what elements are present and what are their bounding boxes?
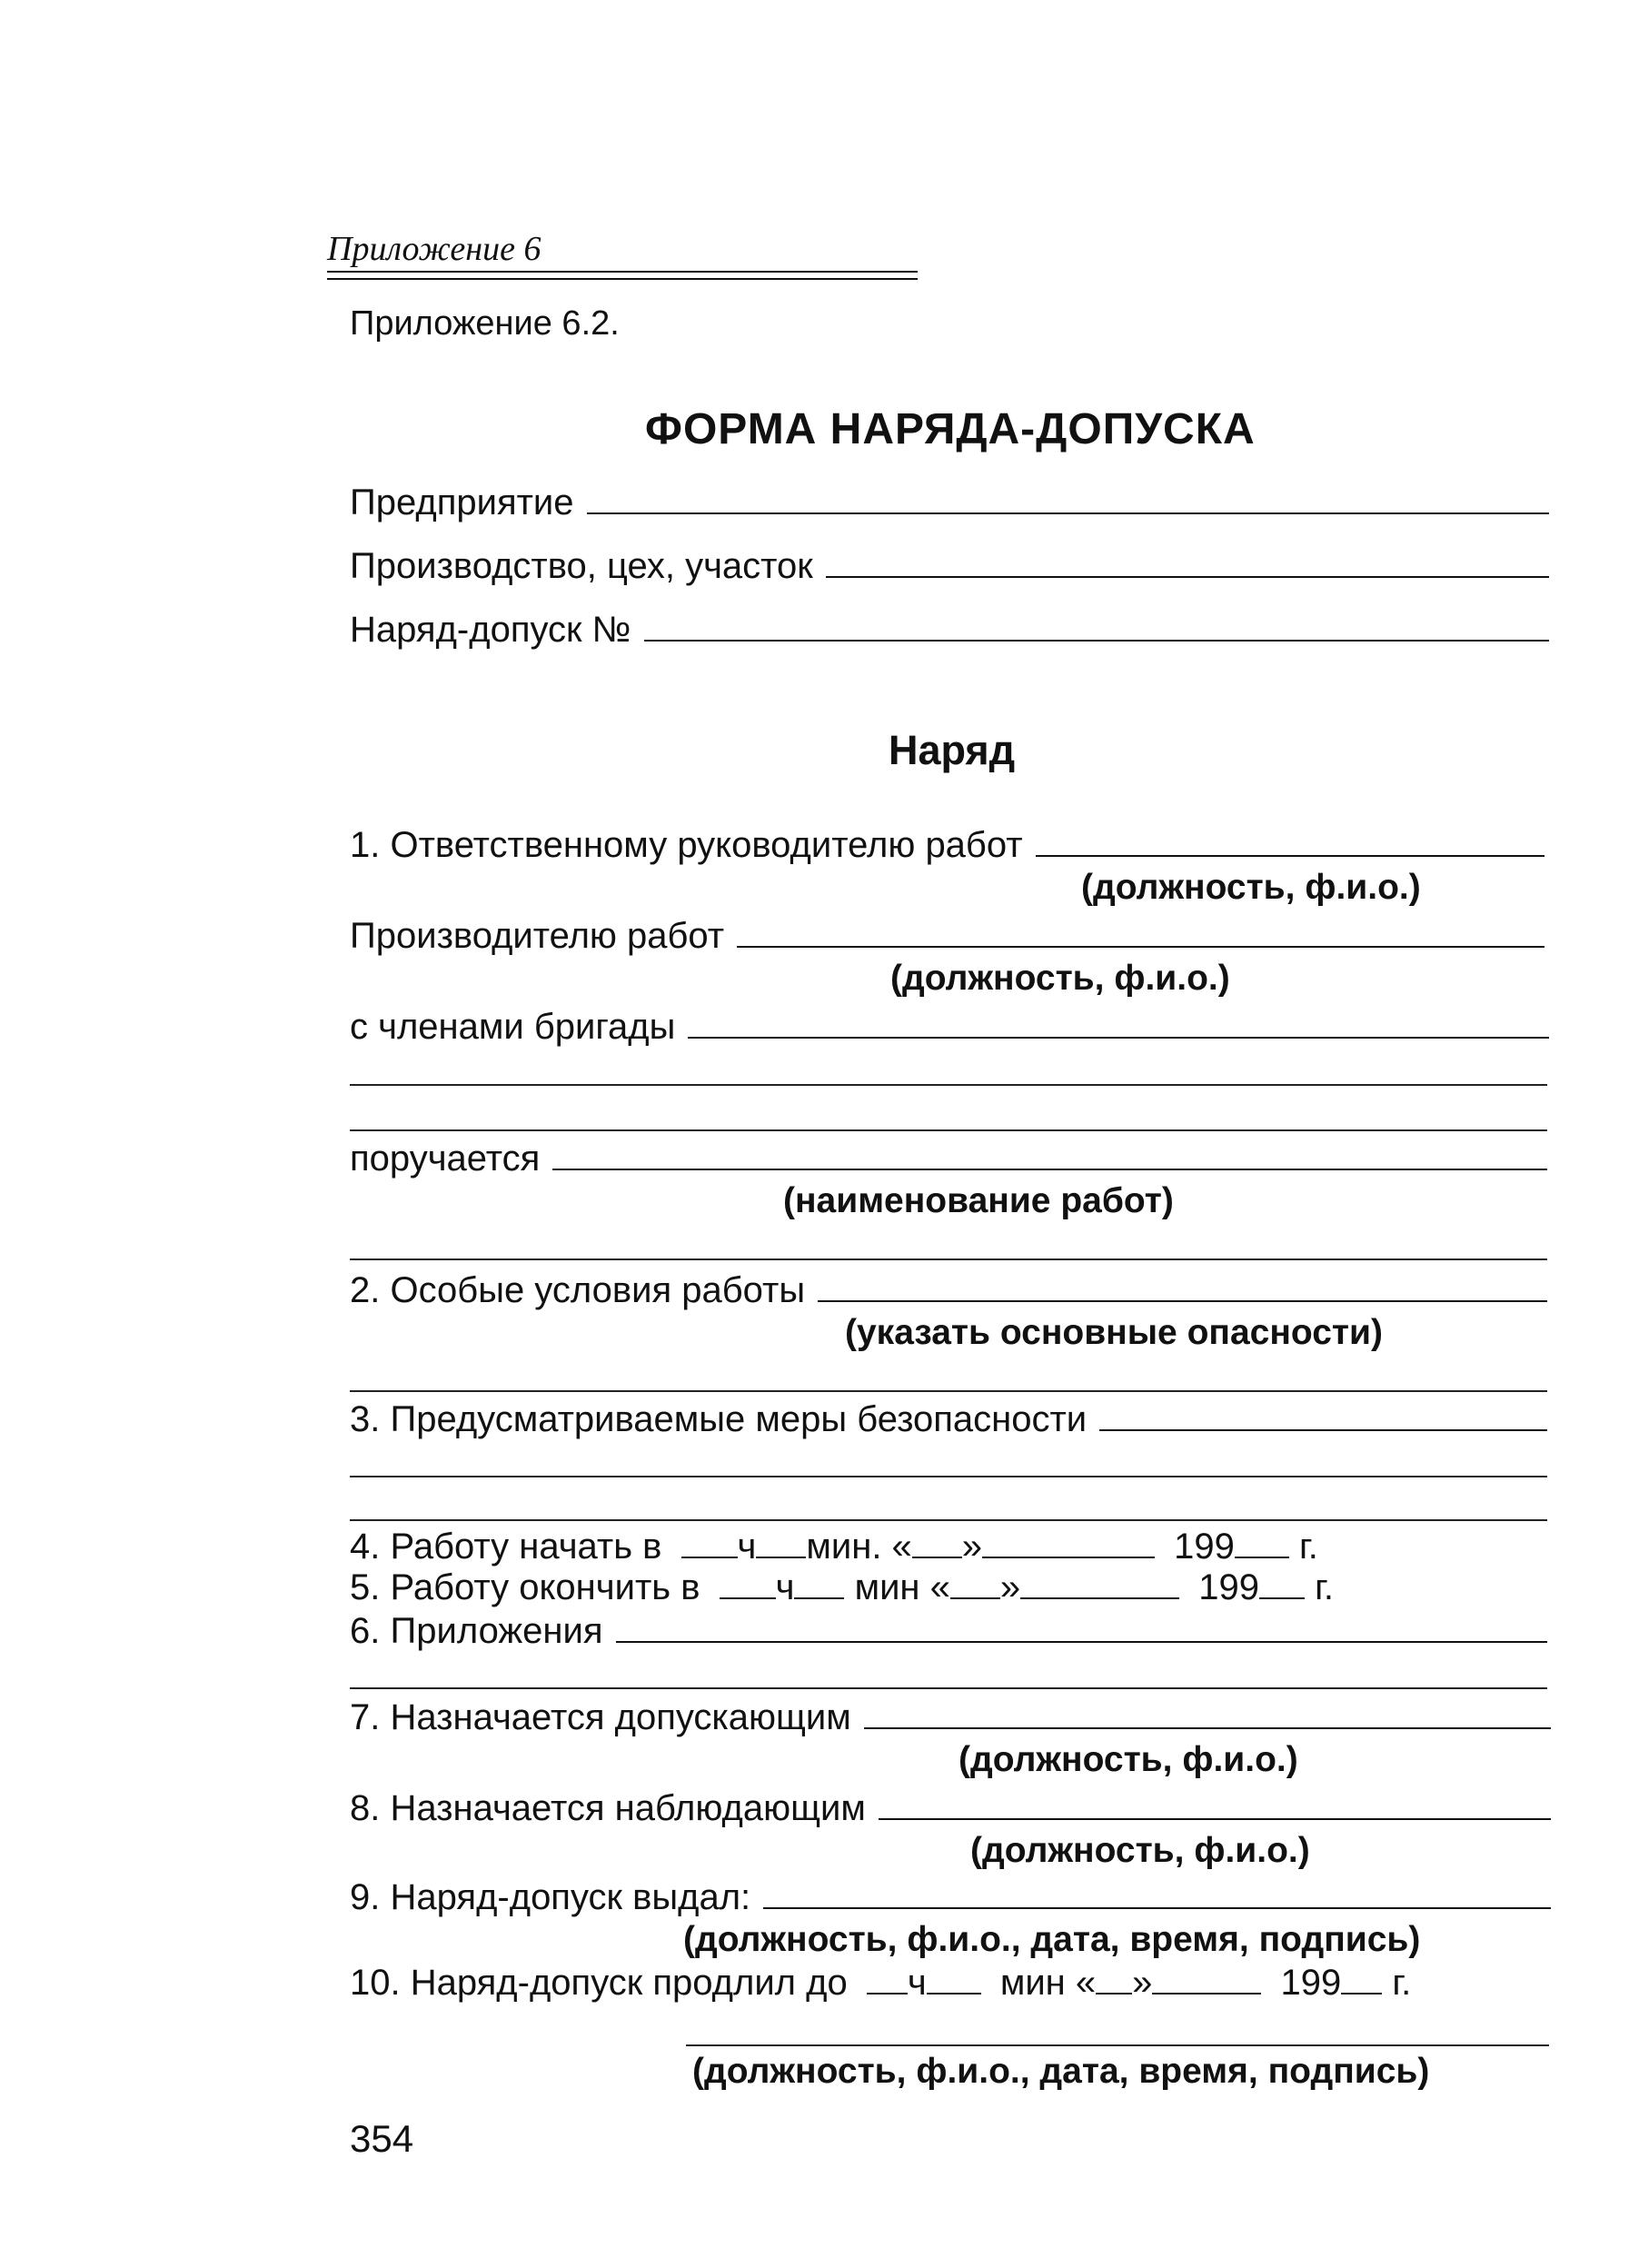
item3-extra-rule-2[interactable]	[350, 1519, 1547, 1521]
item7-field[interactable]	[864, 1695, 1551, 1729]
item4-year-prefix: 199	[1174, 1527, 1235, 1567]
item5-quote: »	[999, 1567, 1021, 1607]
assigned-field[interactable]	[552, 1136, 1547, 1170]
production-line	[350, 543, 1549, 587]
item6-field[interactable]	[616, 1608, 1548, 1643]
item10-year-field[interactable]	[1341, 1965, 1382, 1994]
item7-note: (должность, ф.и.о.)	[959, 1740, 1298, 1779]
item4-minute-field[interactable]	[756, 1529, 806, 1558]
item10-h-label: ч	[907, 1963, 927, 2003]
item6-extra-rule[interactable]	[350, 1687, 1547, 1689]
section-title: Наряд	[889, 727, 1016, 773]
item5-minute-field[interactable]	[794, 1570, 844, 1599]
item5-month-field[interactable]	[1020, 1570, 1179, 1599]
item4-line	[350, 1527, 1318, 1567]
item10-line	[350, 1963, 1411, 2004]
item9-field[interactable]	[763, 1875, 1551, 1909]
production-field[interactable]	[826, 543, 1549, 578]
item2-extra-rule[interactable]	[350, 1390, 1547, 1392]
item3-field[interactable]	[1099, 1397, 1547, 1431]
item1-label: 1. Ответственному руководителю работ	[350, 825, 1023, 865]
item10-prefix: 10. Наряд-допуск продлил до	[350, 1963, 848, 2003]
brigade-line	[350, 1004, 1549, 1048]
enterprise-label: Предприятие	[350, 482, 574, 522]
item5-year-prefix: 199	[1198, 1567, 1259, 1607]
item4-year-field[interactable]	[1235, 1529, 1289, 1558]
item3-line	[350, 1397, 1547, 1440]
item1-field[interactable]	[1036, 822, 1545, 857]
item5-day-field[interactable]	[950, 1570, 1000, 1599]
page-number: 354	[350, 2117, 414, 2160]
item7-label: 7. Назначается допускающим	[350, 1697, 851, 1737]
permit-number-label: Наряд-допуск №	[350, 610, 631, 650]
producer-field[interactable]	[737, 913, 1545, 948]
item9-line	[350, 1875, 1551, 1918]
item6-line	[350, 1608, 1547, 1652]
item10-min-label: мин «	[999, 1963, 1097, 2003]
item6-label: 6. Приложения	[350, 1611, 603, 1651]
item1-note: (должность, ф.и.о.)	[1081, 868, 1421, 907]
item5-prefix: 5. Работу окончить в	[350, 1567, 700, 1607]
item8-line	[350, 1786, 1551, 1829]
item5-hour-field[interactable]	[720, 1570, 776, 1599]
item10-minute-field[interactable]	[927, 1965, 981, 1994]
assigned-label: поручается	[350, 1139, 541, 1179]
item5-year-suffix: г.	[1315, 1567, 1334, 1607]
item5-min-label: мин «	[854, 1567, 950, 1607]
assigned-extra-rule[interactable]	[350, 1258, 1547, 1260]
brigade-extra-rule-1[interactable]	[350, 1084, 1547, 1086]
enterprise-line	[350, 480, 1549, 523]
item2-label: 2. Особые условия работы	[350, 1270, 806, 1310]
item10-year-prefix: 199	[1280, 1963, 1342, 2003]
item4-prefix: 4. Работу начать в	[350, 1527, 662, 1567]
item8-field[interactable]	[879, 1786, 1551, 1820]
item10-day-field[interactable]	[1096, 1965, 1132, 1994]
item2-field[interactable]	[818, 1268, 1547, 1302]
item8-label: 8. Назначается наблюдающим	[350, 1788, 866, 1828]
producer-label: Производителю работ	[350, 916, 725, 956]
appendix-header	[327, 229, 918, 269]
enterprise-field[interactable]	[587, 480, 1549, 514]
item1-line	[350, 822, 1545, 866]
item9-label: 9. Наряд-допуск выдал:	[350, 1877, 751, 1917]
producer-note: (должность, ф.и.о.)	[890, 959, 1230, 998]
brigade-field[interactable]	[688, 1004, 1549, 1039]
appendix-header-text: Приложение 6	[327, 230, 541, 268]
permit-number-field[interactable]	[644, 607, 1549, 642]
item5-year-field[interactable]	[1259, 1570, 1305, 1599]
item10-signature-rule[interactable]	[686, 2044, 1549, 2046]
production-label: Производство, цех, участок	[350, 546, 813, 586]
item4-year-suffix: г.	[1299, 1527, 1318, 1567]
item10-year-suffix: г.	[1392, 1963, 1412, 2003]
item10-quote: »	[1132, 1963, 1153, 2003]
item2-note: (указать основные опасности)	[845, 1313, 1383, 1352]
producer-line	[350, 913, 1545, 957]
item10-note: (должность, ф.и.о., дата, время, подпись)	[692, 2052, 1430, 2091]
item5-h-label: ч	[775, 1567, 795, 1607]
item7-line	[350, 1695, 1551, 1738]
header-rule-top	[327, 271, 918, 273]
item4-h-label: ч	[737, 1527, 757, 1567]
appendix-subheader: Приложение 6.2.	[350, 304, 620, 343]
item8-note: (должность, ф.и.о.)	[970, 1831, 1310, 1870]
item3-extra-rule-1[interactable]	[350, 1476, 1547, 1477]
item2-line	[350, 1268, 1547, 1311]
item10-hour-field[interactable]	[867, 1965, 908, 1994]
permit-number-line	[350, 607, 1549, 651]
brigade-label: с членами бригады	[350, 1007, 676, 1047]
item9-note: (должность, ф.и.о., дата, время, подпись)	[683, 1920, 1421, 1959]
brigade-extra-rule-2[interactable]	[350, 1129, 1547, 1131]
header-rule-bottom	[327, 278, 918, 280]
item10-month-field[interactable]	[1152, 1965, 1261, 1994]
item4-month-field[interactable]	[982, 1529, 1155, 1558]
assigned-note: (наименование работ)	[783, 1181, 1174, 1220]
item4-min-label: мин. «	[806, 1527, 912, 1567]
assigned-line	[350, 1136, 1547, 1179]
item4-quote: »	[961, 1527, 983, 1567]
item3-label: 3. Предусматриваемые меры безопасности	[350, 1399, 1088, 1439]
item4-hour-field[interactable]	[681, 1529, 738, 1558]
item4-day-field[interactable]	[912, 1529, 962, 1558]
item5-line	[350, 1567, 1334, 1608]
form-title: ФОРМА НАРЯДА-ДОПУСКА	[645, 405, 1256, 453]
